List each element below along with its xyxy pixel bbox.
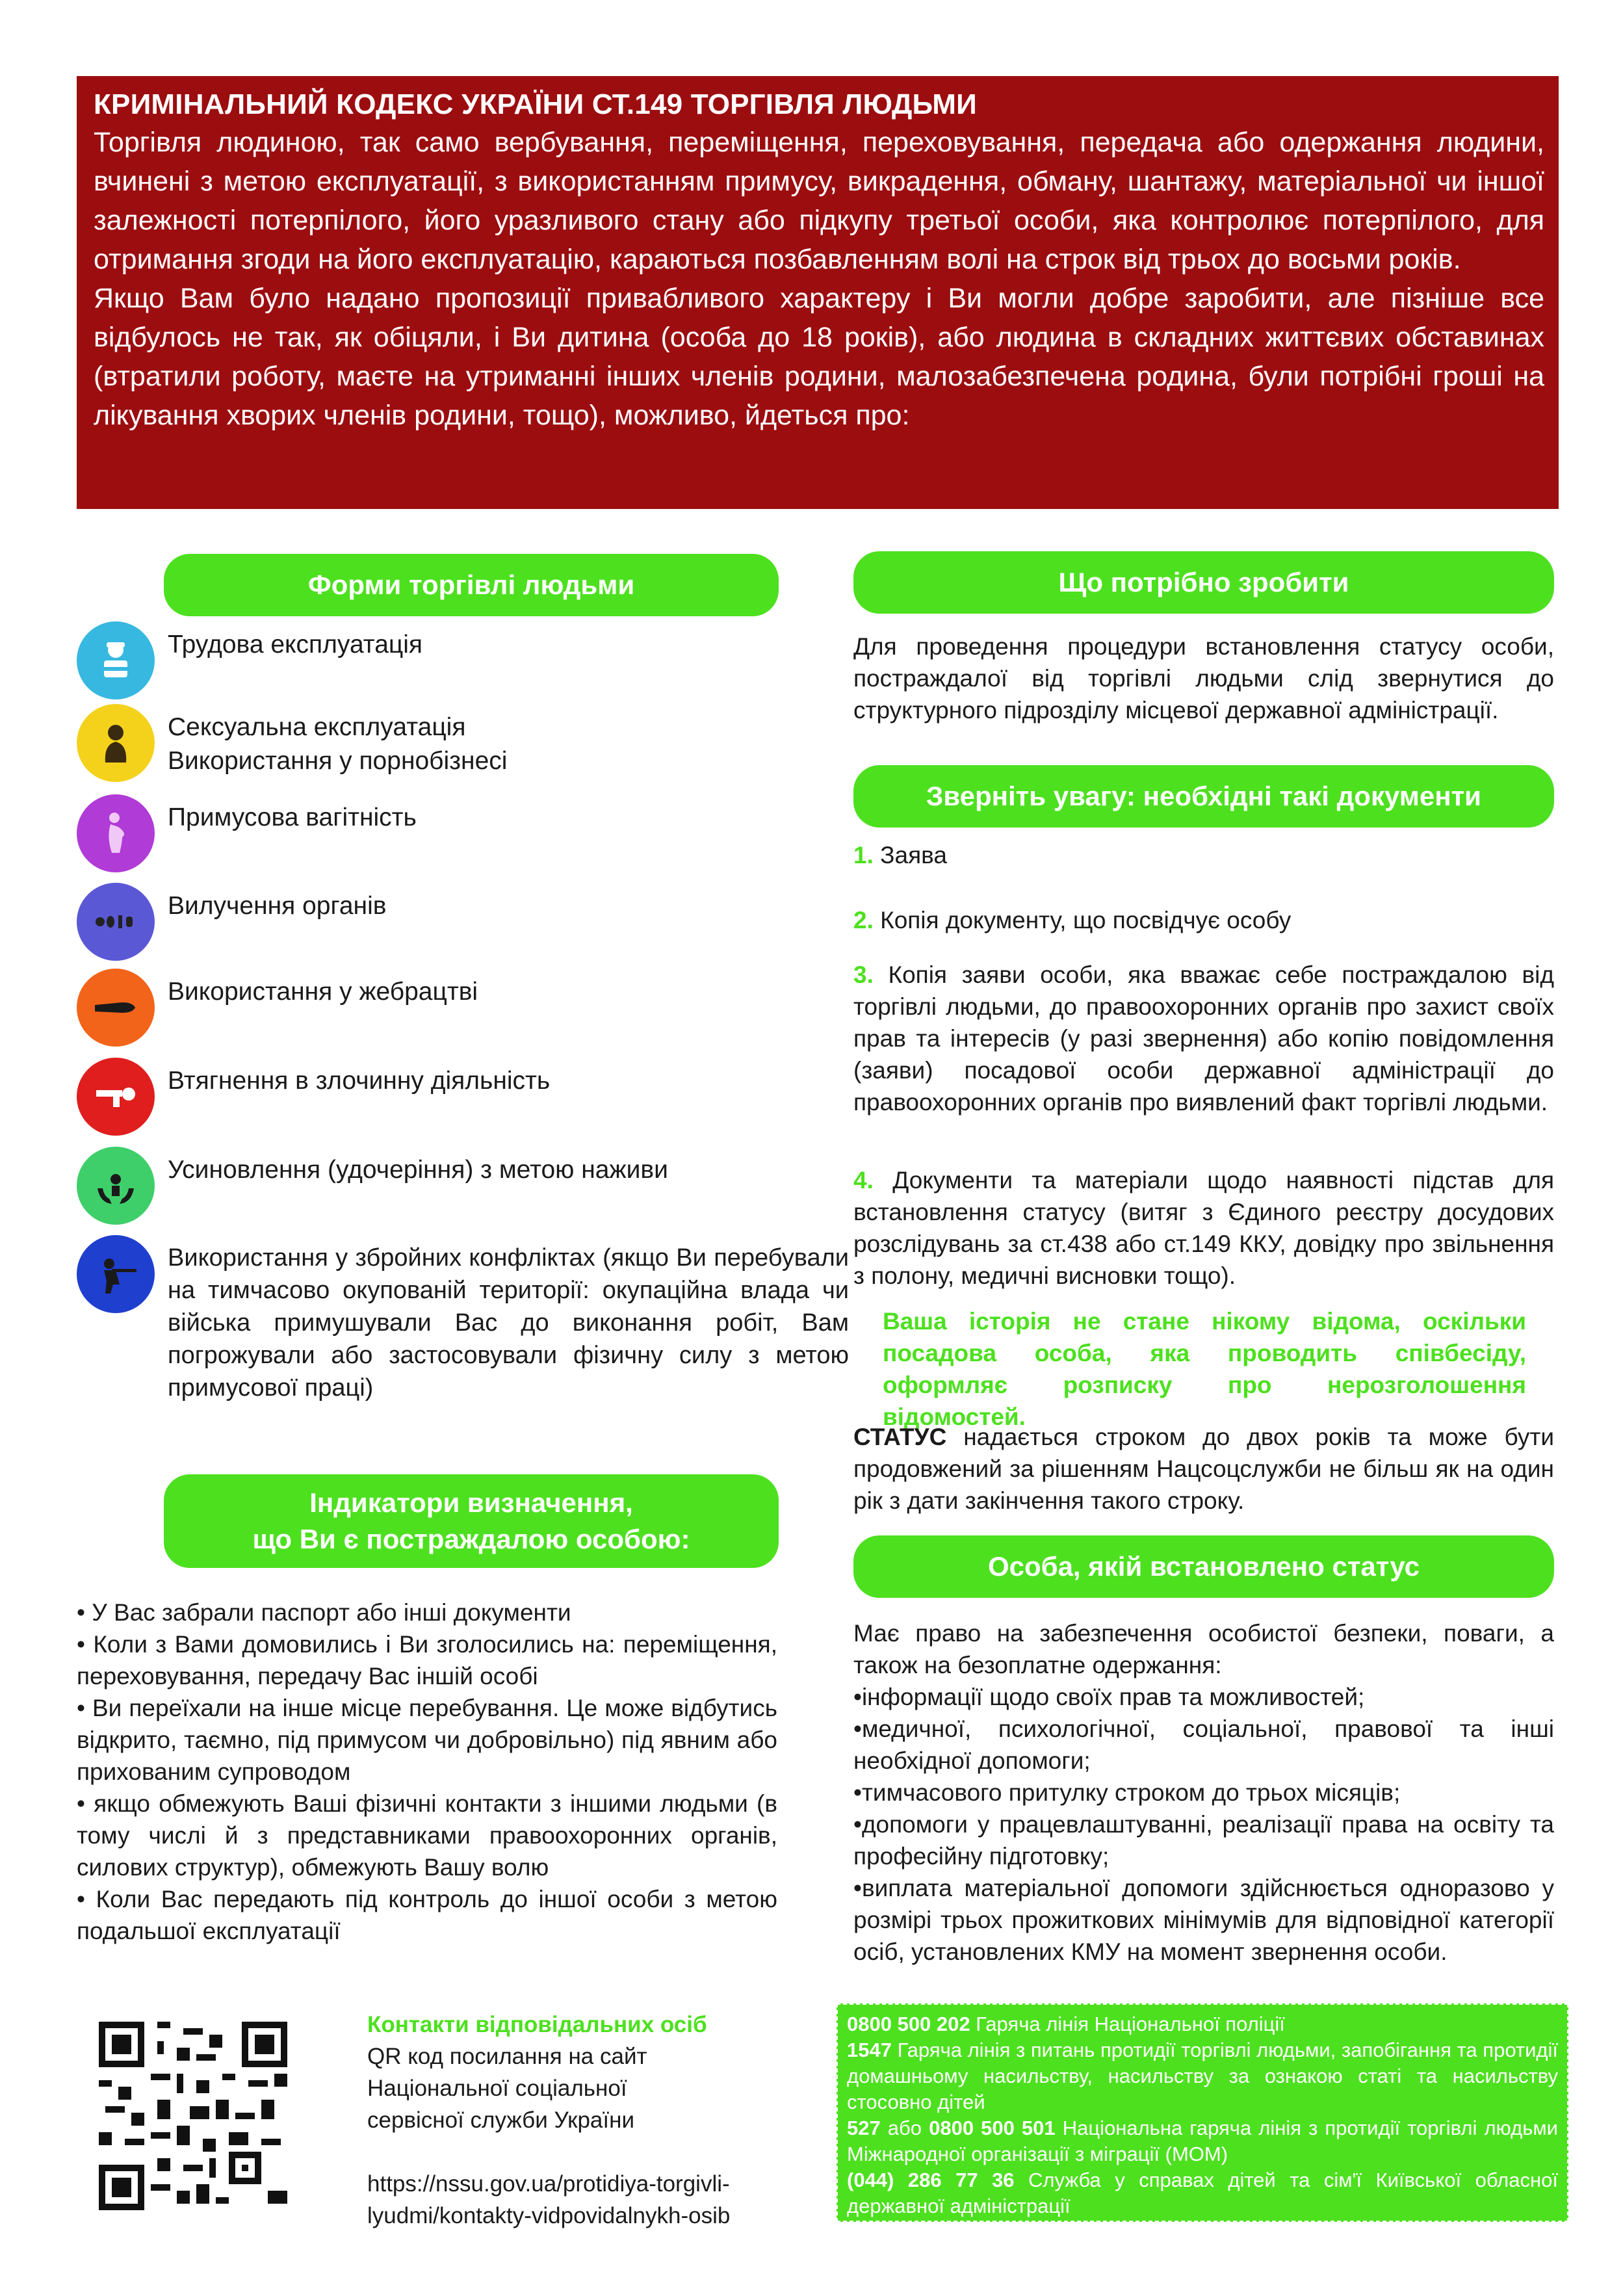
hotline-number[interactable]: 0800 500 501	[929, 2117, 1056, 2139]
status-text: СТАТУС надається строком до двох років та може бути продовжений за рішенням Нацсоцслужби не більш як на один рік з дати закінчення такого строку.	[853, 1424, 1554, 1514]
hotline-number[interactable]: 1547	[847, 2039, 892, 2061]
privacy-note: Ваша історія не стане нікому відома, оскільки посадова особа, яка проводить співбесіду, оформляє розписку про нерозголошення відомостей.	[883, 1308, 1526, 1430]
form-label-secondary: Використання у порнобізнесі	[168, 747, 508, 775]
law-header-box	[77, 76, 1559, 509]
form-item-adoption	[77, 1147, 668, 1225]
document-text: Копія заяви особи, яка вважає себе постраждалою від торгівлі людьми, до правоохоронних органів про захист своїх прав та інтересів (у разі звернення) або копію повідомлення (заяви) посадової особи державної адміністрації до правоохоронних органів про виявлений факт торгівлі людьми.	[853, 961, 1554, 1115]
form-item-organs	[77, 883, 386, 961]
organs-icon	[77, 883, 155, 961]
document-number: 3.	[853, 961, 874, 988]
rights-item: •допомоги у працевлаштуванні, реалізації права на освіту та професійну підготовку;	[853, 1811, 1554, 1870]
form-label: Використання у жебрацтві	[168, 978, 478, 1006]
form-item-sexual	[77, 704, 507, 782]
contacts-heading: Контакти відповідальних осіб	[367, 2012, 707, 2037]
law-paragraph: Торгівля людиною, так само вербування, переміщення, переховування, передача або одержання людини, вчинені з метою експлуатації, з використанням примусу, викрадення, обману, шантажу, матеріальної чи іншої залежності потерпілого, його уразливого стану або підкупу третьої особи, яка контролює потерпілого, для отримання згоди на його експлуатацію, караються позбавленням волі на строк від трьох до восьми років.	[94, 127, 1544, 275]
document-number: 1.	[853, 842, 874, 868]
contacts-block	[367, 2009, 783, 2232]
rights-intro: Має право на забезпечення особистої безпеки, поваги, а також на безоплатне одержання:	[853, 1620, 1554, 1678]
indicators-list	[77, 1597, 777, 1947]
document-number: 2.	[853, 907, 874, 933]
indicator-item: • Коли Вас передають під контроль до іншої особи з метою подальшої експлуатації	[77, 1886, 777, 1944]
rights-item: •інформації щодо своїх прав та можливостей;	[853, 1684, 1365, 1710]
indicators-heading: Індикатори визначення, що Ви є постраждалою особою:	[164, 1474, 779, 1568]
indicator-item: • якщо обмежують Ваші фізичні контакти з іншими людьми (в тому числі й з представниками правоохоронних органів, силових структур), обмежують Вашу волю	[77, 1790, 777, 1881]
document-item	[853, 1164, 1554, 1292]
begging-hand-icon	[77, 969, 155, 1047]
rights-item: •виплата матеріальної допомоги здійснюється одноразово у розмірі трьох прожиткових мінімумів для відповідної категорії осіб, установлених КМУ на момент звернення особи.	[853, 1875, 1554, 1965]
status-word: СТАТУС	[853, 1424, 947, 1450]
hotline-item: 1547 Гаряча лінія з питань протидії торгівлі людьми, запобігання та протидії домашньому насильству, насильству за ознакою статі та насильству стосовно дітей	[847, 2039, 1558, 2113]
hotline-number[interactable]: 527	[847, 2117, 881, 2139]
document-text: Копія документу, що посвідчує особу	[880, 907, 1292, 933]
contacts-line: QR код посилання на сайт	[367, 2044, 647, 2069]
hotline-number[interactable]: (044) 286 77 36	[847, 2169, 1015, 2191]
hotline-number[interactable]: 0800 500 202	[847, 2013, 970, 2035]
gun-icon	[77, 1058, 155, 1136]
todo-heading: Що потрібно зробити	[853, 551, 1554, 614]
hotline-item: 0800 500 202 Гаряча лінія Національної поліції	[847, 2013, 1285, 2035]
contacts-line: сервісної служби України	[367, 2107, 634, 2133]
indicator-item: • У Вас забрали паспорт або інші документи	[77, 1599, 571, 1626]
document-item	[853, 839, 1554, 871]
form-label: Втягнення в злочинну діяльність	[168, 1067, 551, 1095]
soldier-icon	[77, 1235, 155, 1313]
form-label: Усиновлення (удочеріння) з метою наживи	[168, 1156, 668, 1184]
documents-heading: Зверніть увагу: необхідні такі документи	[853, 765, 1554, 828]
form-label: Сексуальна експлуатація	[168, 713, 466, 741]
document-item	[853, 904, 1554, 936]
woman-icon	[77, 704, 155, 782]
forms-heading: Форми торгівлі людьми	[164, 554, 779, 616]
form-item-labor	[77, 621, 422, 699]
form-item-crime	[77, 1058, 550, 1136]
indicator-item: • Коли з Вами домовились і Ви зголосились на: переміщення, переховування, передачу Вас іншій особі	[77, 1631, 777, 1689]
worker-icon	[77, 621, 155, 699]
form-item-pregnancy	[77, 794, 417, 872]
law-title: КРИМІНАЛЬНИЙ КОДЕКС УКРАЇНИ СТ.149 ТОРГІВЛЯ ЛЮДЬМИ	[94, 88, 977, 120]
hotlines-box	[837, 2003, 1568, 2222]
document-item	[853, 959, 1554, 1118]
child-hands-icon	[77, 1147, 155, 1225]
rights-item: •тимчасового притулку строком до трьох місяців;	[853, 1779, 1401, 1806]
form-label: Вилучення органів	[168, 892, 387, 920]
rights-heading: Особа, якій встановлено статус	[853, 1535, 1554, 1598]
form-label: Використання у збройних конфліктах (якщо Ви перебували на тимчасово окупованій території: окупаційна влада чи війська примушували Вас до виконання робіт, Вам погрожували або застосовували фізичну силу з метою примусової праці)	[168, 1244, 849, 1402]
document-text: Заява	[880, 842, 947, 868]
hotline-item: 527 або 0800 500 501 Національна гаряча лінія з протидії торгівлі людьми Міжнародної організації з міграції (МОМ)	[847, 2117, 1558, 2165]
todo-text: Для проведення процедури встановлення статусу особи, постраждалої від торгівлі людьми слід звернутися до структурного підрозділу місцевої державної адміністрації.	[853, 633, 1554, 724]
intro-paragraph: Якщо Вам було надано пропозиції привабливого характеру і Ви могли добре заробити, але пізніше все відбулось не так, як обіцяли, і Ви дитина (особа до 18 років), або людина в складних життєвих обставинах (втратили роботу, маєте на утриманні інших членів родини, малозабезпечена родина, були потрібні гроші на лікування хворих членів родини, тощо), можливо, йдеться про:	[94, 283, 1544, 431]
qr-code[interactable]	[99, 2022, 287, 2210]
rights-item: •медичної, психологічної, соціальної, правової та інші необхідної допомоги;	[853, 1715, 1554, 1774]
contacts-url[interactable]: https://nssu.gov.ua/protidiya-torgivli- lyudmi/kontakty-vidpovidalnykh-osib	[367, 2171, 731, 2228]
form-label: Примусова вагітність	[168, 803, 417, 831]
form-label: Трудова експлуатація	[168, 631, 423, 659]
form-item-armed-conflicts	[77, 1235, 849, 1404]
form-item-begging	[77, 969, 478, 1047]
contacts-line: Національної соціальної	[367, 2076, 627, 2101]
document-text: Документи та матеріали щодо наявності підстав для встановлення статусу (витяг з Єдиного реєстру досудових розслідувань за ст.438 або ст.149 ККУ, довідку про звільнення з полону, медичні висновки тощо).	[853, 1167, 1554, 1289]
hotline-item: (044) 286 77 36 Служба у справах дітей та сім'ї Київської обласної державної адміністрації	[847, 2169, 1558, 2217]
document-number: 4.	[853, 1167, 874, 1194]
pregnant-icon	[77, 794, 155, 872]
indicator-item: • Ви переїхали на інше місце перебування. Це може відбутись відкрито, таємно, під примусом чи добровільно) під явним або прихованим супроводом	[77, 1695, 777, 1785]
rights-list	[853, 1617, 1554, 1968]
